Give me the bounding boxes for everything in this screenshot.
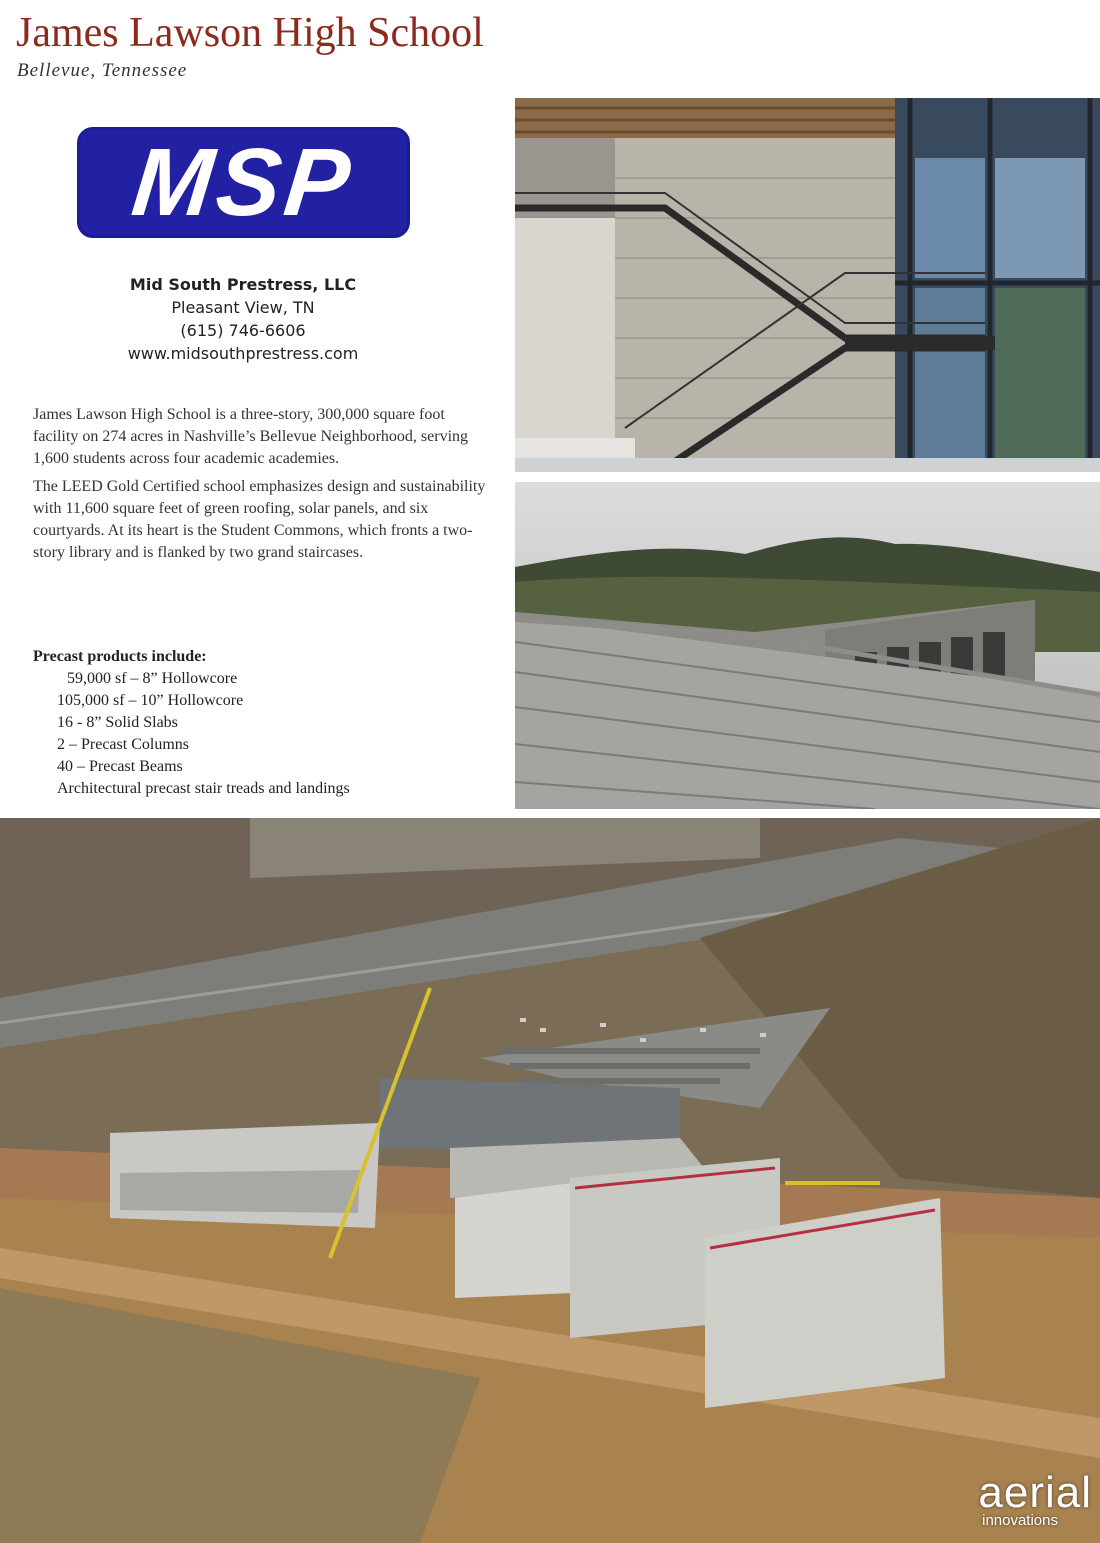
photo-credit-main: aerial bbox=[978, 1468, 1092, 1517]
hollowcore-roof-photo bbox=[515, 482, 1100, 809]
description-paragraph-2: The LEED Gold Certified school emphasizes design and sustainability with 11,600 square feet of green roofing, solar panels, and six courtyards. At its heart is the Student Commons, which fronts a two-story library and is flanked by two grand staircases. bbox=[33, 478, 486, 561]
company-city: Pleasant View, TN bbox=[171, 298, 315, 317]
contact-block bbox=[60, 273, 426, 365]
product-item: 16 - 8” Solid Slabs bbox=[57, 714, 178, 731]
product-item: 40 – Precast Beams bbox=[57, 758, 183, 775]
logo-text: MSP bbox=[127, 128, 360, 236]
product-item: 105,000 sf – 10” Hollowcore bbox=[57, 692, 244, 709]
products-list bbox=[33, 646, 493, 800]
product-item: Architectural precast stair treads and landings bbox=[57, 780, 350, 797]
interior-staircase-photo bbox=[515, 98, 1100, 472]
products-heading: Precast products include: bbox=[33, 648, 207, 665]
company-phone: (615) 746-6606 bbox=[180, 321, 306, 340]
project-description bbox=[33, 404, 493, 570]
location-subtitle: Bellevue, Tennessee bbox=[17, 60, 188, 81]
description-paragraph-1: James Lawson High School is a three-story, 300,000 square foot facility on 274 acres in Nashville’s Bellevue Neighborhood, serving 1,600 students across four academic academies. bbox=[33, 406, 469, 467]
msp-logo bbox=[77, 127, 410, 238]
photo-credit-watermark bbox=[978, 1468, 1092, 1529]
aerial-construction-photo bbox=[0, 818, 1100, 1543]
company-website[interactable]: www.midsouthprestress.com bbox=[127, 344, 359, 363]
product-item: 2 – Precast Columns bbox=[57, 736, 189, 753]
company-name: Mid South Prestress, LLC bbox=[129, 275, 357, 294]
page-title: James Lawson High School bbox=[16, 10, 484, 56]
photo-credit-sub: innovations bbox=[982, 1512, 1058, 1529]
product-item: 59,000 sf – 8” Hollowcore bbox=[67, 670, 238, 687]
